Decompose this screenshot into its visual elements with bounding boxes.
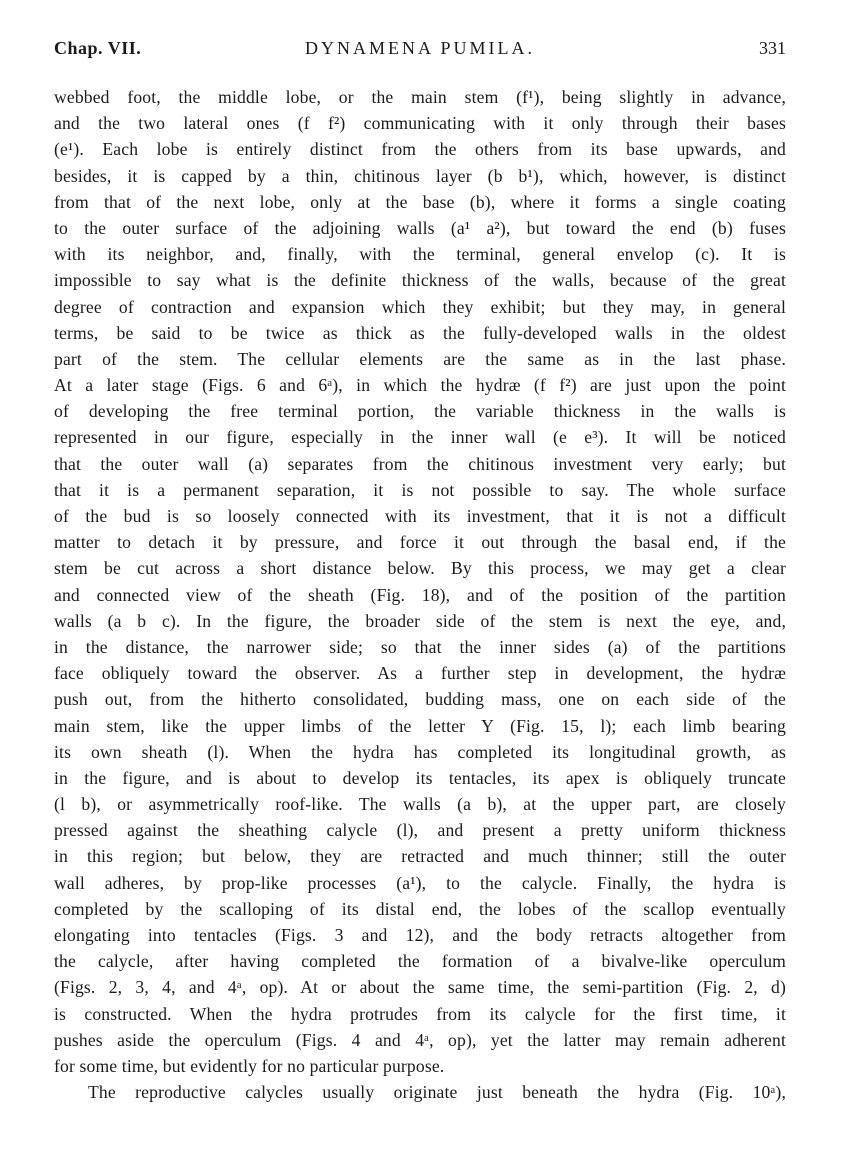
text-line: wall adheres, by prop-like processes (a¹), to the calycle. Finally, the hydra is [54,872,786,893]
text-line: pressed against the sheathing calycle (l), and present a pretty uniform thickness [54,820,786,841]
text-line: The reproductive calycles usually originate just beneath the hydra (Fig. 10ᵃ), [88,1082,786,1103]
text-line: its own sheath (l). When the hydra has completed its longitudinal growth, as [54,741,786,762]
text-line: to the outer surface of the adjoining walls (a¹ a²), but toward the end (b) fuses [54,217,786,238]
text-line: matter to detach it by pressure, and force it out through the basal end, if the [54,532,786,553]
text-line: At a later stage (Figs. 6 and 6ᵃ), in which the hydræ (f f²) are just upon the point [54,375,786,396]
running-title: DYNAMENA PUMILA. [304,38,535,58]
text-line: in this region; but below, they are retracted and much thinner; still the outer [54,846,786,867]
text-line: part of the stem. The cellular elements are the same as in the last phase. [54,348,786,369]
text-line: pushes aside the operculum (Figs. 4 and 4ᵃ, op), yet the latter may remain adherent [54,1029,786,1050]
text-line: degree of contraction and expansion which they exhibit; but they may, in general [54,296,786,317]
text-line: impossible to say what is the definite thickness of the walls, because of the great [54,270,786,291]
text-line: that it is a permanent separation, it is not possible to say. The whole surface [54,479,786,500]
text-line: stem be cut across a short distance below. By this process, we may get a clear [54,558,786,579]
text-line: push out, from the hitherto consolidated, budding mass, one on each side of the [54,689,786,710]
text-line: is constructed. When the hydra protrudes from its calycle for the first time, it [54,1003,786,1024]
text-line: walls (a b c). In the figure, the broader side of the stem is next the eye, and, [54,610,786,631]
text-line: the calycle, after having completed the formation of a bivalve-like operculum [54,951,786,972]
text-line: in the distance, the narrower side; so that the inner sides (a) of the partitions [54,636,786,657]
text-line: (e¹). Each lobe is entirely distinct from the others from its base upwards, and [54,139,786,160]
text-line: (Figs. 2, 3, 4, and 4ᵃ, op). At or about the same time, the semi-partition (Fig. 2, d) [54,977,786,998]
text-line: for some time, but evidently for no particular purpose. [54,1055,445,1076]
text-line: main stem, like the upper limbs of the letter Y (Fig. 15, l); each limb bearing [54,715,786,736]
text-line: webbed foot, the middle lobe, or the main stem (f¹), being slightly in advance, [54,87,786,107]
text-line: from that of the next lobe, only at the base (b), where it forms a single coating [54,191,786,212]
page-number: 331 [759,38,786,58]
text-line: face obliquely toward the observer. As a further step in development, the hydræ [54,663,786,684]
text-line: in the figure, and is about to develop its tentacles, its apex is obliquely truncate [54,767,786,788]
text-line: elongating into tentacles (Figs. 3 and 12), and the body retracts altogether from [54,925,786,945]
text-line: besides, it is capped by a thin, chitinous layer (b b¹), which, however, is distinct [54,165,786,186]
text-line: represented in our figure, especially in the inner wall (e e³). It will be noticed [54,427,786,448]
text-line: of developing the free terminal portion, the variable thickness in the walls is [54,401,786,422]
text-line: and the two lateral ones (f f²) communicating with it only through their bases [54,113,786,134]
text-line: and connected view of the sheath (Fig. 18), and of the position of the partition [54,584,786,605]
text-line: terms, be said to be twice as thick as the fully-developed walls in the oldest [54,322,786,343]
text-line: with its neighbor, and, finally, with the terminal, general envelop (c). It is [54,244,786,265]
text-line: of the bud is so loosely connected with its investment, that it is not a difficult [54,506,786,526]
body-text [54,84,786,1105]
running-header [54,38,786,72]
text-line: that the outer wall (a) separates from the chitinous investment very early; but [54,453,786,474]
document-page [54,38,786,1105]
chapter-label: Chap. VII. [54,38,142,58]
text-line: (l b), or asymmetrically roof-like. The walls (a b), at the upper part, are closely [54,794,786,815]
text-line: completed by the scalloping of its distal end, the lobes of the scallop eventually [54,898,786,919]
